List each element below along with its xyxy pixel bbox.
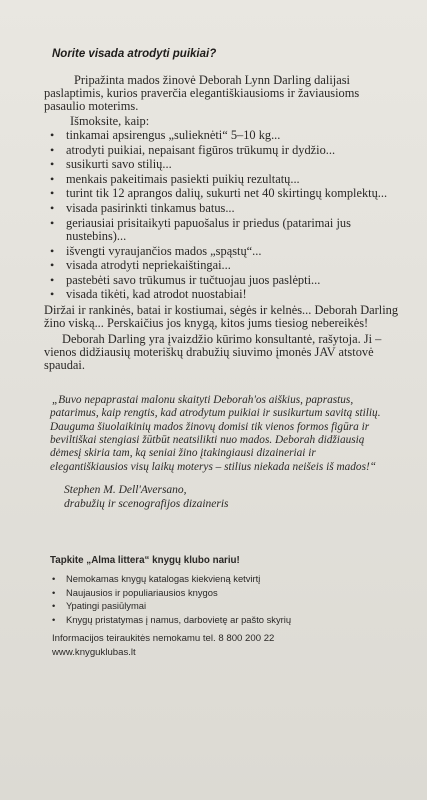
bullet-icon: • <box>52 600 56 612</box>
list-item: • visada atrodyti nepriekaištingai... <box>50 258 231 273</box>
bullet-icon: • <box>50 186 55 201</box>
contact-info: Informacijos teiraukitės nemokamu tel. 8 800 200 22 <box>52 633 275 645</box>
list-item: • susikurti savo stilių... <box>50 157 172 172</box>
list-item: • visada pasirinkti tinkamus batus... <box>50 200 235 215</box>
bullet-icon: • <box>50 258 55 273</box>
list-item: • turint tik 12 aprangos dalių, sukurti net 40 skirtingų komplektų... <box>50 186 388 201</box>
list-item: • išvengti vyraujančios mados „spąstų“... <box>50 243 262 258</box>
heading: Norite visada atrodyti puikiai? <box>52 48 217 60</box>
bullet-icon: • <box>50 215 55 230</box>
bullet-icon: • <box>50 157 55 172</box>
club-title: Tapkite „Alma littera“ knygų klubo nariu! <box>50 555 240 567</box>
bullet-icon: • <box>50 171 55 186</box>
list-item: • tinkamai apsirengus „sulieknėti“ 5–10 kg... <box>50 128 281 142</box>
list-item: • Knygų pristatymas į namus, darbovietę ar pašto skyrių <box>52 613 292 625</box>
club-website: www.knyguklubas.lt <box>52 647 136 659</box>
bullet-icon: • <box>52 613 56 625</box>
list-item: • visada tikėti, kad atrodot nuostabiai! <box>50 287 247 302</box>
club-benefits-list <box>44 572 399 626</box>
intro-paragraph: Pripažinta mados žinovė Deborah Lynn Darling dalijasi paslaptimis, kurios praverčia elegantiškiausioms ir žaviausioms pasaulio moterims. <box>44 73 360 113</box>
list-item: • pastebėti savo trūkumus ir tučtuojau juos paslėpti... <box>50 272 321 287</box>
bullet-icon: • <box>50 200 55 215</box>
list-item: • Nemokamas knygų katalogas kiekvieną ketvirtį <box>52 573 261 585</box>
author-name: Stephen M. Dell'Aversano, <box>64 484 187 497</box>
author-bio: Deborah Darling yra įvaizdžio kūrimo konsultantė, rašytoja. Ji – vienos didžiausių moteriškų drabužių siuvimo įmonės JAV atstovė spaudai. <box>44 331 382 372</box>
list-item: • geriausiai prisitaikyti papuošalus ir priedus (patarimai jus nustebins)... <box>50 215 351 243</box>
bullet-icon: • <box>50 142 55 157</box>
list-item: • atrodyti puikiai, nepaisant figūros trūkumų ir dydžio... <box>50 142 336 157</box>
bullet-icon: • <box>50 128 55 142</box>
bullet-icon: • <box>50 287 55 302</box>
list-item: • Naujausios ir populiariausios knygos <box>52 586 218 598</box>
summary-paragraph: Diržai ir rankinės, batai ir kostiumai, sėgės ir kelnės... Deborah Darling žino viską... Perskaičius jos knygą, kitos jums tiesiog nebereikės! <box>44 302 399 330</box>
quote-attribution <box>64 484 399 511</box>
bullet-icon: • <box>50 243 55 258</box>
list-item: • menkais pakeitimais pasiekti puikių rezultatų... <box>50 171 300 186</box>
bullet-icon: • <box>52 573 56 585</box>
bullet-list <box>44 129 399 302</box>
bullet-icon: • <box>50 272 55 287</box>
list-item: • Ypatingi pasiūlymai <box>52 600 147 612</box>
author-role: drabužių ir scenografijos dizaineris <box>64 497 229 510</box>
bullet-icon: • <box>52 586 56 598</box>
testimonial-quote: „Buvo nepaprastai malonu skaityti Deborah'os aiškius, paprastus, patarimus, kaip rengtis, kad atrodytum puikiai ir susikurtum savitą stilių. Dauguma šiuolaikinių mados žinovų domisi tik vienos formos figūra ir beviltiškai stengiasi žūtbūt neatsilikti nuo mados. Deborah didžiausią dėmesį skiria tam, ką seniai žino įtakingiausi dizaineriai ir elegantiškiausios visų laikų moterys – stilius niekada neišeis iš mados!“ <box>50 393 381 473</box>
learn-label: Išmoksite, kaip: <box>70 114 150 128</box>
